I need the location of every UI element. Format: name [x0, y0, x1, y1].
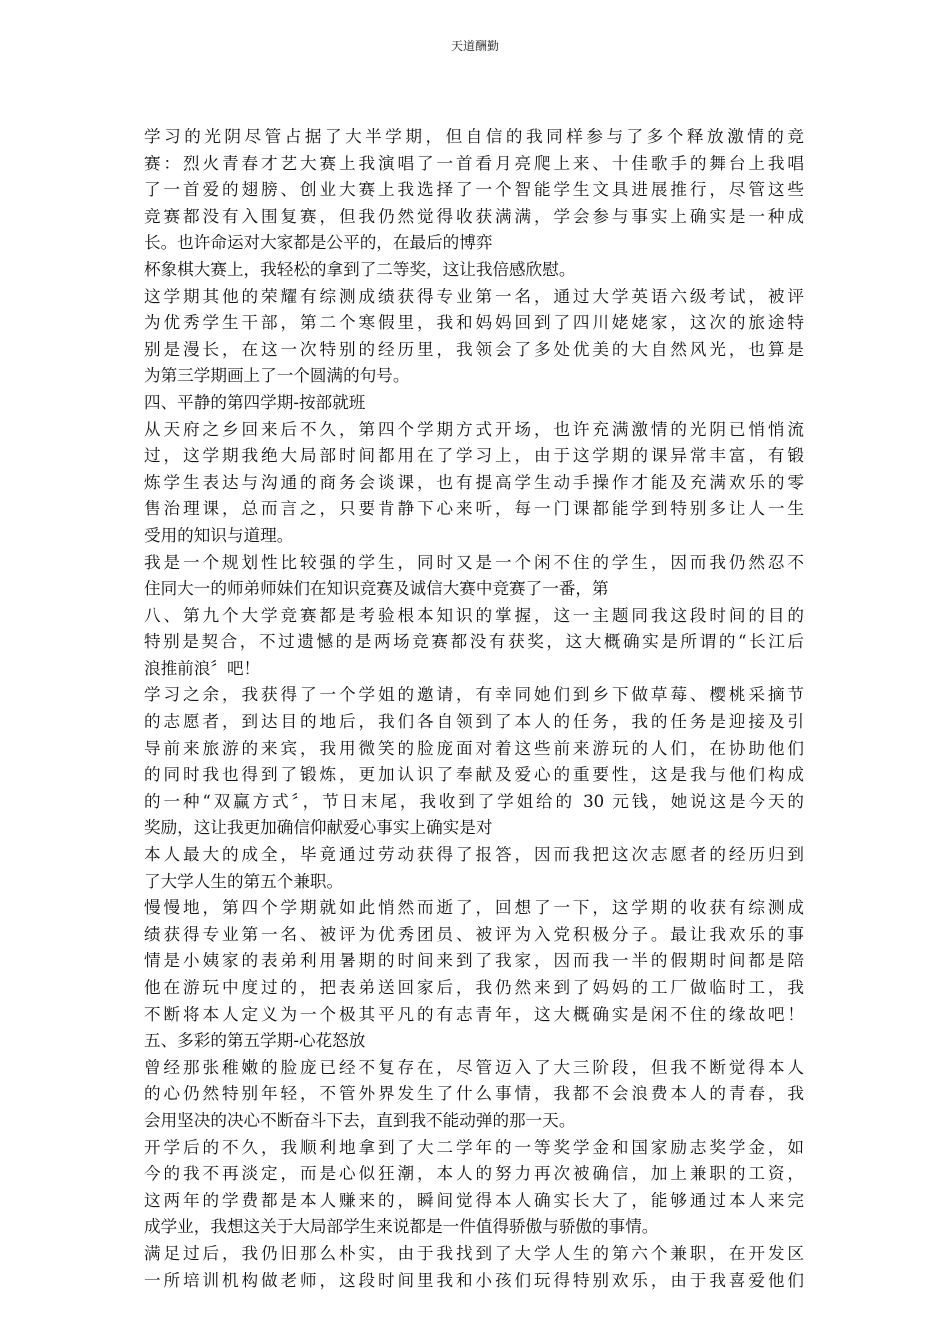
- text-line: 学习之余，我获得了一个学姐的邀请，有幸同她们到乡下做草莓、樱桃采摘节: [144, 685, 804, 705]
- text-line: 受用的知识与道理。: [144, 525, 294, 545]
- text-line: 了大学人生的第五个兼职。: [144, 871, 344, 891]
- text-line: 八、第九个大学竞赛都是考验根本知识的掌握，这一主题同我这段时间的目的: [144, 605, 804, 625]
- text-line: 成学业，我想这关于大局部学生来说都是一件值得骄傲与骄傲的事情。: [144, 1217, 659, 1237]
- text-line: 的一种“双赢方式〞，节日末尾，我收到了学姐给的 30 元钱，她说这是今天的: [144, 791, 804, 811]
- text-line: 会用坚决的决心不断奋斗下去，直到我不能动弹的那一天。: [144, 1110, 576, 1130]
- text-line: 导前来旅游的来宾，我用微笑的脸庞面对着这些前来游玩的人们，在协助他们: [144, 738, 804, 758]
- text-line: 不断将本人定义为一个极其平凡的有志青年，这大概确实是闲不住的缘故吧！: [144, 1004, 804, 1024]
- text-line: 的志愿者，到达目的地后，我们各自领到了本人的任务，我的任务是迎接及引: [144, 712, 804, 732]
- text-line: 住同大一的师弟师妹们在知识竞赛及诚信大赛中竞赛了一番，第: [144, 579, 609, 599]
- text-line: 我是一个规划性比较强的学生，同时又是一个闲不住的学生，因而我仍然忍不: [144, 552, 804, 572]
- text-line: 长。也许命运对大家都是公平的，在最后的博弈: [144, 233, 493, 253]
- text-line: 别是漫长，在这一次特别的经历里，我领会了多处优美的大自然风光，也算是: [144, 339, 804, 359]
- text-line: 的心仍然特别年轻，不管外界发生了什么事情，我都不会浪费本人的青春，我: [144, 1084, 804, 1104]
- text-line: 为第三学期画上了一个圆满的句号。: [144, 366, 410, 386]
- text-line: 特别是契合，不过遗憾的是两场竞赛都没有获奖，这大概确实是所谓的“长江后: [144, 632, 804, 652]
- text-line: 赛：烈火青春才艺大赛上我演唱了一首看月亮爬上来、十佳歌手的舞台上我唱: [144, 153, 804, 173]
- text-line: 竞赛都没有入围复赛，但我仍然觉得收获满满，学会参与事实上确实是一种成: [144, 206, 804, 226]
- text-line: 浪推前浪〞吧！: [144, 658, 261, 678]
- text-line: 今的我不再淡定，而是心似狂潮，本人的努力再次被确信，加上兼职的工资，: [144, 1164, 804, 1184]
- text-line: 这两年的学费都是本人赚来的，瞬间觉得本人确实长大了，能够通过本人来完: [144, 1190, 804, 1210]
- text-line: 的同时我也得到了锻炼，更加认识了奉献及爱心的重要性，这是我与他们构成: [144, 765, 804, 785]
- text-line: 他在游玩中度过的，把表弟送回家后，我仍然来到了妈妈的工厂做临时工，我: [144, 978, 804, 997]
- text-line: 一所培训机构做老师，这段时间里我和小孩们玩得特别欢乐，由于我喜爱他们: [144, 1270, 804, 1290]
- text-line: 为优秀学生干部，第二个寒假里，我和妈妈回到了四川姥姥家，这次的旅途特: [144, 313, 804, 333]
- text-line: 本人最大的成全，毕竟通过劳动获得了报答，因而我把这次志愿者的经历归到: [144, 845, 804, 865]
- text-line: 从天府之乡回来后不久，第四个学期方式开场，也许充满激情的光阴已悄悄流: [144, 419, 804, 439]
- text-line: 满足过后，我仍旧那么朴实，由于我找到了大学人生的第六个兼职，在开发区: [144, 1243, 804, 1263]
- text-line: 奖励，这让我更加确信仰献爱心事实上确实是对: [144, 818, 493, 838]
- page-header: 天道酬勤: [450, 39, 499, 53]
- text-line: 学习的光阴尽管占据了大半学期，但自信的我同样参与了多个释放激情的竞: [144, 127, 804, 146]
- text-line: 杯象棋大赛上，我轻松的拿到了二等奖，这让我倍感欣慰。: [144, 259, 576, 279]
- text-line: 情是小姨家的表弟利用暑期的时间来到了我家，因而我一半的假期时间都是陪: [144, 951, 804, 971]
- text-line: 曾经那张稚嫩的脸庞已经不复存在，尽管迈入了大三阶段，但我不断觉得本人: [144, 1057, 804, 1077]
- text-line: 了一首爱的翅膀、创业大赛上我选择了一个智能学生文具进展推行，尽管这些: [144, 180, 804, 200]
- text-line: 慢慢地，第四个学期就如此悄然而逝了，回想了一下，这学期的收获有综测成: [144, 898, 804, 918]
- document-body: [144, 124, 804, 1294]
- text-line: 四、平静的第四学期-按部就班: [144, 392, 366, 412]
- text-line: 过，这学期我绝大局部时间都用在了学习上，由于这学期的课异常丰富，有锻: [144, 446, 804, 466]
- text-line: 五、多彩的第五学期-心花怒放: [144, 1031, 366, 1051]
- text-line: 售治理课，总而言之，只要肯静下心来听，每一门课都能学到特别多让人一生: [144, 499, 804, 519]
- text-line: 开学后的不久，我顺利地拿到了大二学年的一等奖学金和国家励志奖学金，如: [144, 1137, 804, 1157]
- text-line: 炼学生表达与沟通的商务会谈课，也有提高学生动手操作才能及充满欢乐的零: [144, 472, 804, 492]
- text-line: 这学期其他的荣耀有综测成绩获得专业第一名，通过大学英语六级考试，被评: [144, 286, 804, 306]
- text-line: 绩获得专业第一名、被评为优秀团员、被评为入党积极分子。最让我欢乐的事: [144, 924, 804, 944]
